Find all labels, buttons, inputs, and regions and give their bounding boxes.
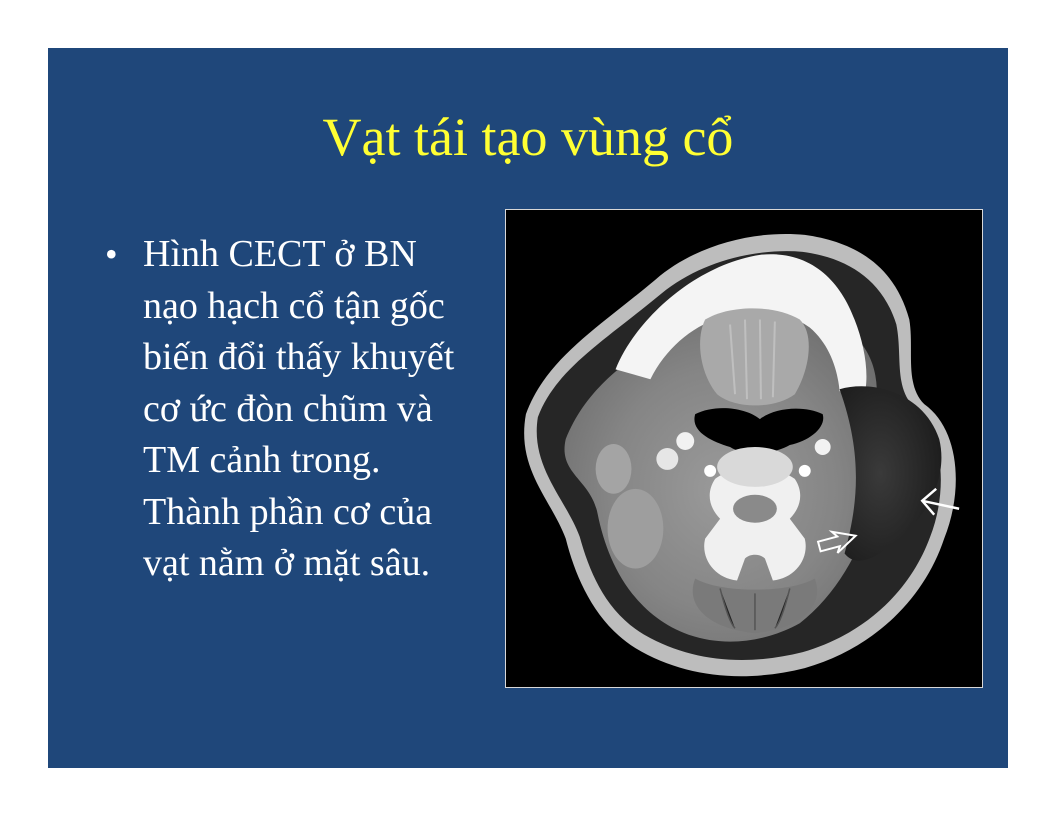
slide-title: Vạt tái tạo vùng cổ — [322, 107, 734, 167]
ct-scan-image — [505, 209, 983, 688]
slide — [48, 48, 1008, 768]
ct-scan-neck-axial-icon — [506, 210, 982, 687]
bullet-marker: • — [105, 234, 118, 274]
bullet-text: Hình CECT ở BN nạo hạch cổ tận gốc biến đổi thấy khuyết cơ ức đòn chũm và TM cảnh trong. Thành phần cơ của vạt nằm ở mặt sâu. — [143, 233, 455, 584]
